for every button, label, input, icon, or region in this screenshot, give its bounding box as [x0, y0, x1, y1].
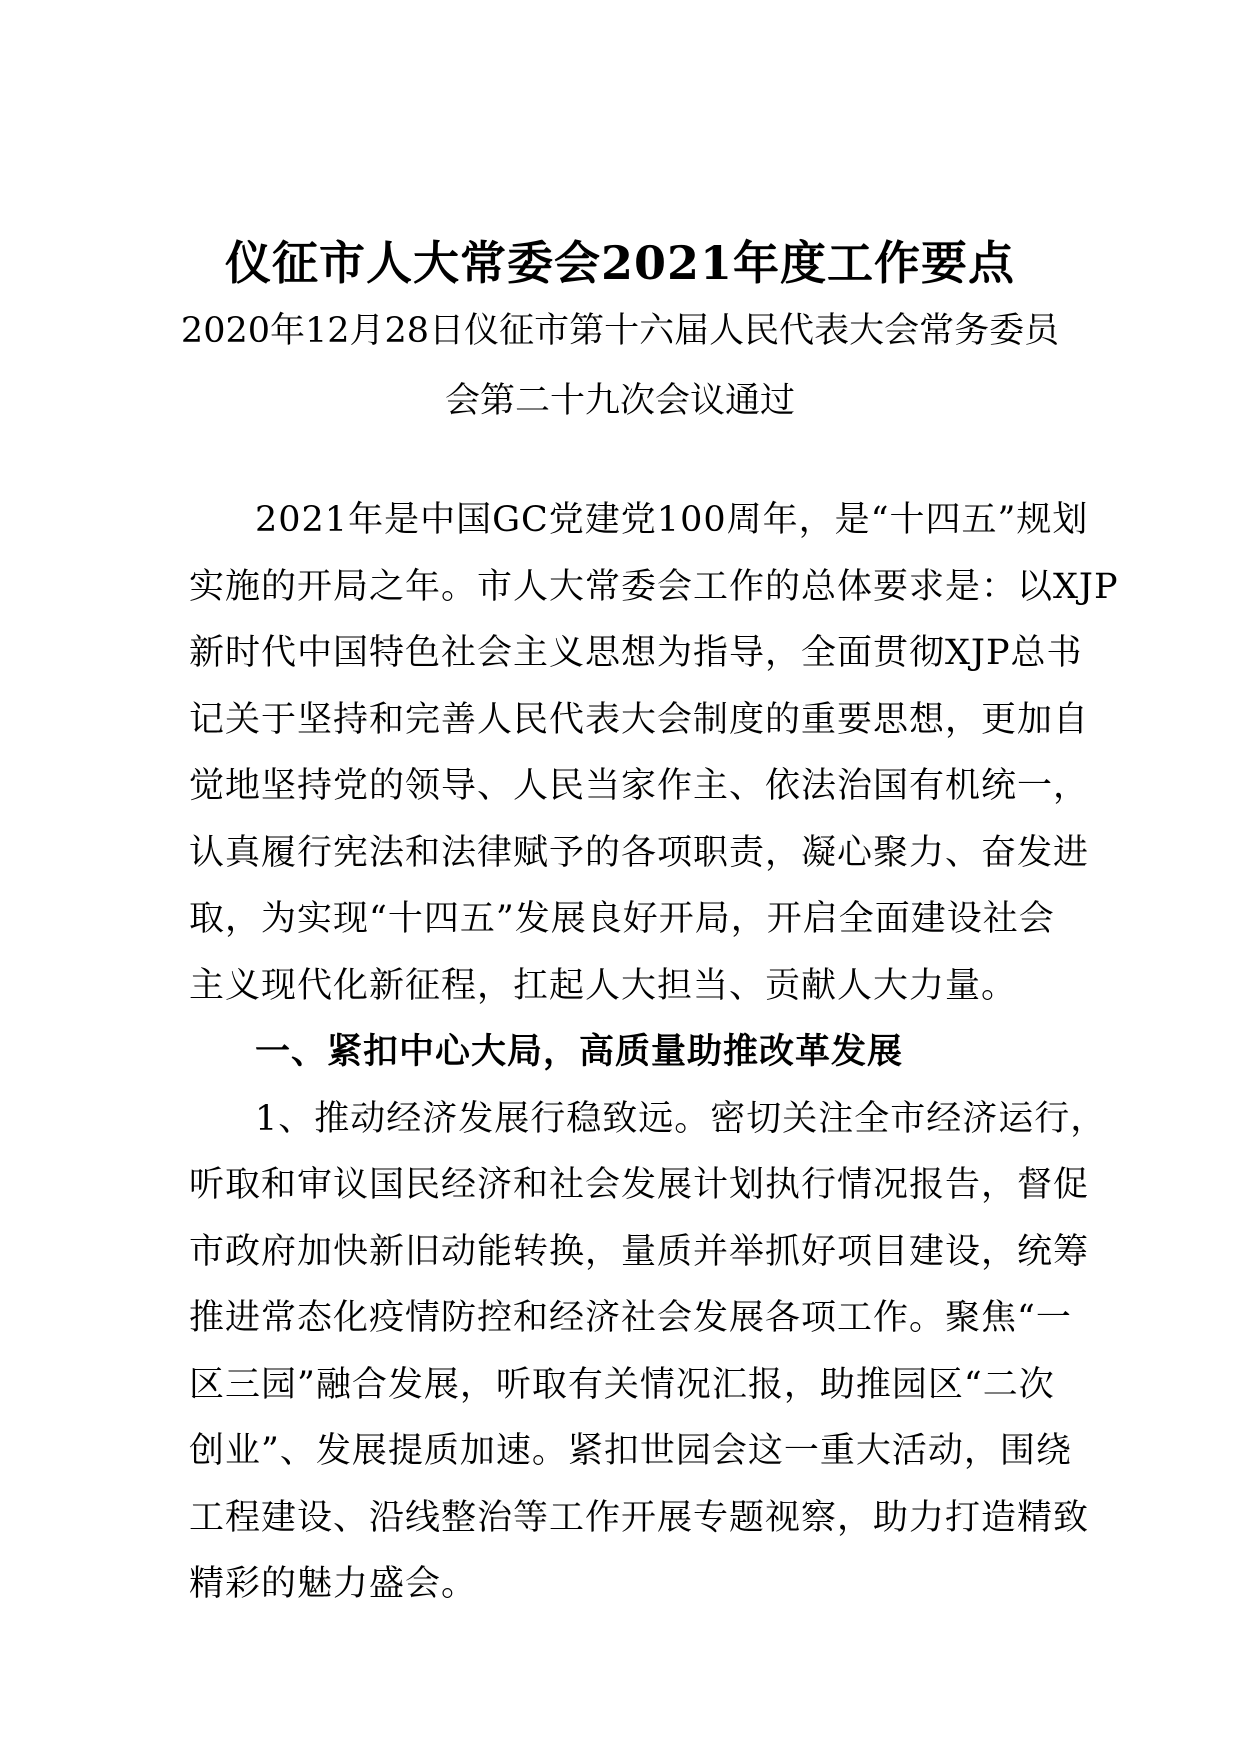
- paragraph-line: 取，为实现“十四五”发展良好开局，开启全面建设社会: [189, 899, 1055, 939]
- paragraph-line: 觉地坚持党的领导、人民当家作主、依法治国有机统一，: [189, 766, 1090, 806]
- paragraph-line: 听取和审议国民经济和社会发展计划执行情况报告，督促: [189, 1165, 1090, 1205]
- paragraph-line: 记关于坚持和完善人民代表大会制度的重要思想，更加自: [189, 699, 1090, 740]
- paragraph-line: 1、推动经济发展行稳致远。密切关注全市经济运行，: [255, 1098, 1107, 1139]
- paragraph-line: 区三园”融合发展，听取有关情况汇报，助推园区“二次: [189, 1364, 1055, 1405]
- paragraph-line: 精彩的魅力盛会。: [189, 1564, 478, 1604]
- paragraph-line: 2021年是中国GC党建党100周年，是“十四五”规划: [255, 500, 1089, 540]
- paragraph-line: 主义现代化新征程，扛起人大担当、贡献人大力量。: [189, 965, 1018, 1006]
- document-body: [189, 487, 1119, 1618]
- paragraph-line: 市政府加快新旧动能转换，量质并举抓好项目建设，统筹: [189, 1231, 1090, 1272]
- paragraph-line: 推进常态化疫情防控和经济社会发展各项工作。聚焦“一: [189, 1298, 1072, 1338]
- item-paragraph: [189, 1086, 1107, 1618]
- section-heading: 一、紧扣中心大局，高质量助推改革发展: [255, 1031, 904, 1072]
- document-title: 仪征市人大常委会2021年度工作要点: [224, 236, 1016, 290]
- paragraph-line: 实施的开局之年。市人大常委会工作的总体要求是：以XJP: [189, 566, 1119, 607]
- paragraph-line: 工程建设、沿线整治等工作开展专题视察，助力打造精致: [189, 1497, 1090, 1538]
- paragraph-line: 新时代中国特色社会主义思想为指导，全面贯彻XJP总书: [189, 633, 1083, 673]
- subtitle-line: 2020年12月28日仪征市第十六届人民代表大会常务委员: [180, 311, 1060, 351]
- paragraph-line: 创业”、发展提质加速。紧扣世园会这一重大活动，围绕: [189, 1431, 1072, 1471]
- paragraph-line: 认真履行宪法和法律赋予的各项职责，凝心聚力、奋发进: [189, 832, 1090, 873]
- document-subtitle: [150, 296, 1090, 436]
- intro-paragraph: [189, 487, 1119, 1019]
- subtitle-line: 会第二十九次会议通过: [444, 381, 795, 421]
